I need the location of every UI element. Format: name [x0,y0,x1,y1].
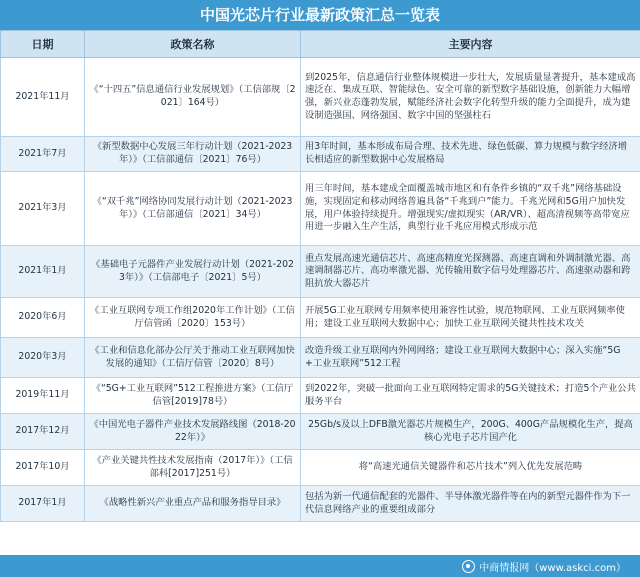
table-row [1,414,640,450]
table-row [1,378,640,414]
table-row [1,450,640,486]
askci-logo-icon [462,560,475,573]
row-policy-name: 《“5G+工业互联网”512工程推进方案》（工信厅信管[2019]78号） [85,378,301,414]
table-row [1,486,640,522]
row-date: 2017年10月 [1,450,85,486]
table-row [1,298,640,338]
row-date: 2017年12月 [1,414,85,450]
row-date: 2020年6月 [1,298,85,338]
row-main-content: 改造升级工业互联网内外网网络；建设工业互联网大数据中心；深入实施“5G+工业互联网”512工程 [301,338,640,378]
row-date: 2021年1月 [1,246,85,298]
row-policy-name: 《“双千兆”网络协同发展行动计划（2021-2023年）》（工信部通信〔2021〕34号） [85,172,301,246]
row-policy-name: 《工业和信息化部办公厅关于推动工业互联网加快发展的通知》（工信厅信管〔2020〕8号） [85,338,301,378]
row-policy-name: 《产业关键共性技术发展指南（2017年）》（工信部科[2017]251号） [85,450,301,486]
column-header-date: 日期 [1,31,85,58]
row-policy-name: 《“十四五”信息通信行业发展规划》（工信部规〔2021〕164号） [85,58,301,137]
row-date: 2021年11月 [1,58,85,137]
column-header-main-content: 主要内容 [301,31,640,58]
row-policy-name: 《中国光电子器件产业技术发展路线图（2018-2022年）》 [85,414,301,450]
row-main-content: 到2022年，突破一批面向工业互联网特定需求的5G关键技术；打造5个产业公共服务平台 [301,378,640,414]
table-row [1,58,640,137]
row-main-content: 开展5G工业互联网专用频率使用兼容性试验，规范物联网、工业互联网频率使用；建设工业互联网大数据中心；加快工业互联网关键共性技术攻关 [301,298,640,338]
table-row [1,137,640,172]
table-row [1,338,640,378]
row-main-content: 用3年时间，基本形成布局合理、技术先进、绿色低碳、算力规模与数字经济增长相适应的新型数据中心发展格局 [301,137,640,172]
row-date: 2019年11月 [1,378,85,414]
source-text: 中商情报网（www.askci.com） [479,562,626,574]
row-date: 2020年3月 [1,338,85,378]
row-date: 2017年1月 [1,486,85,522]
row-main-content: 用三年时间，基本建成全面覆盖城市地区和有条件乡镇的“双千兆”网络基础设施，实现固定和移动网络普遍具备“千兆到户”能力。千兆光网和5G用户加快发展，用户体验持续提升。增强现实/虚拟现实（AR/VR）、超高清视频等高带宽应用进一步融入生产生活，典型行业千兆应用模式形成示范 [301,172,640,246]
table-row [1,246,640,298]
row-policy-name: 《战略性新兴产业重点产品和服务指导目录》 [85,486,301,522]
policy-table [0,30,640,522]
row-date: 2021年3月 [1,172,85,246]
row-policy-name: 《基础电子元器件产业发展行动计划（2021-2023年）》（工信部电子〔2021〕5号） [85,246,301,298]
row-main-content: 25Gb/s及以上DFB激光器芯片规模生产，200G、400G产品规模化生产，提高核心光电子芯片国产化 [301,414,640,450]
row-policy-name: 《新型数据中心发展三年行动计划（2021-2023年）》（工信部通信〔2021〕76号） [85,137,301,172]
row-main-content: 到2025年，信息通信行业整体规模进一步壮大，发展质量显著提升，基本建成高速泛在、集成互联、智能绿色、安全可靠的新型数字基础设施，创新能力大幅增强，新兴业态蓬勃发展，赋能经济社会数字化转型升级的能力全面提升，成为建设制造强国、网络强国、数字中国的坚强柱石 [301,58,640,137]
row-main-content: 重点发展高速光通信芯片、高速高精度光探测器、高速直调和外调制激光器、高速调制器芯片、高功率激光器、光传输用数字信号处理器芯片、高速驱动器和跨阻抗放大器芯片 [301,246,640,298]
row-main-content: 包括为新一代通信配套的光器件、半导体激光器件等在内的新型元器件作为下一代信息网络产业的重要组成部分 [301,486,640,522]
row-main-content: 将“高速光通信关键器件和芯片技术”列入优先发展范畴 [301,450,640,486]
source-footer [0,555,640,577]
row-date: 2021年7月 [1,137,85,172]
column-header-policy-name: 政策名称 [85,31,301,58]
table-header-row [1,31,640,58]
row-policy-name: 《工业互联网专项工作组2020年工作计划》（工信厅信管函〔2020〕153号） [85,298,301,338]
page-title: 中国光芯片行业最新政策汇总一览表 [0,0,640,30]
table-row [1,172,640,246]
